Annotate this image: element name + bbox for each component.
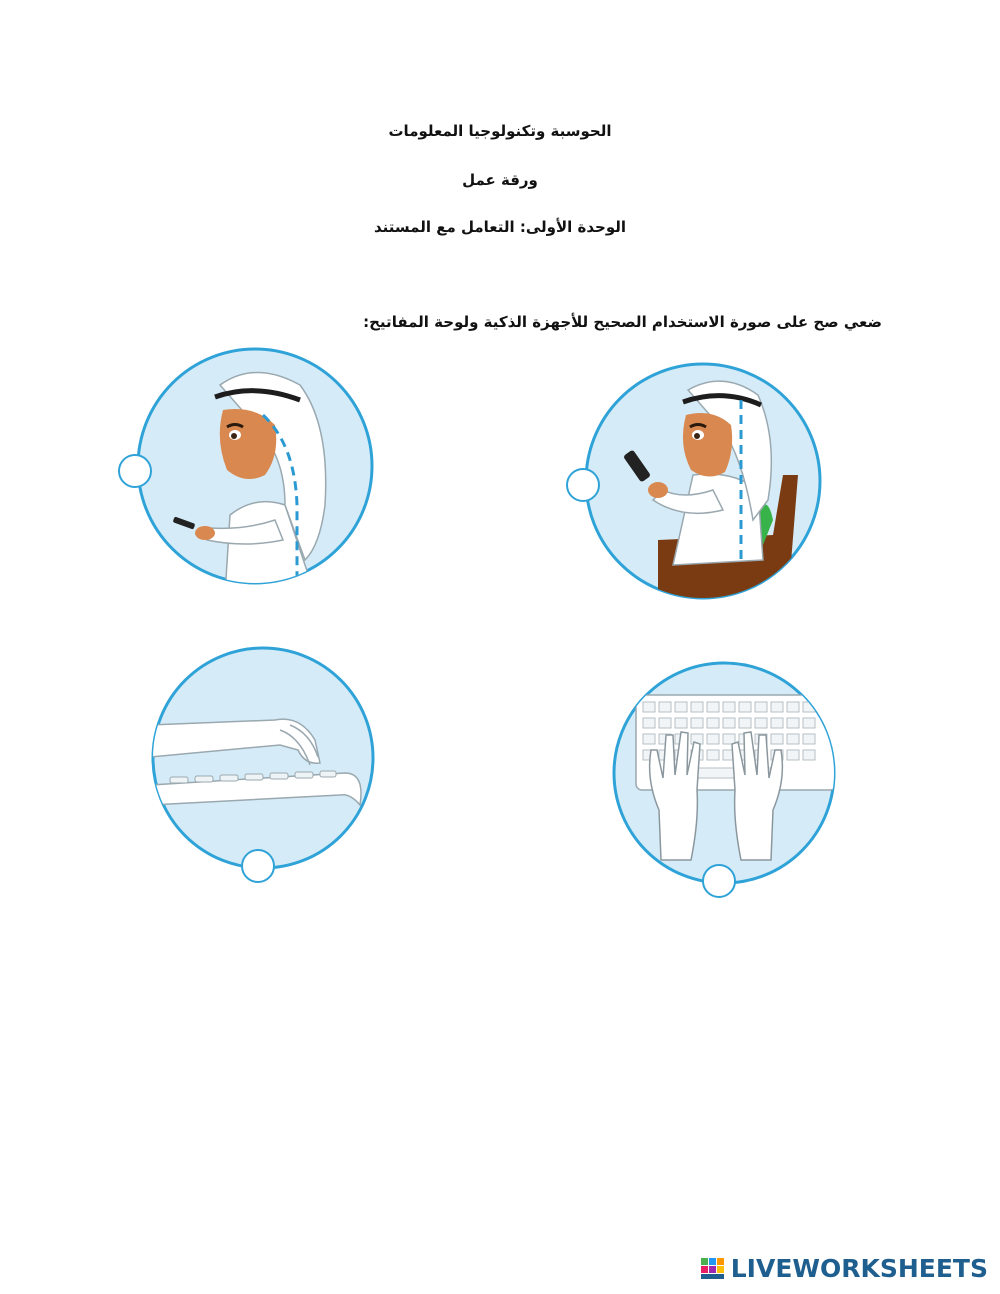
- picture-phone-seated: [583, 360, 823, 602]
- picture-keyboard-side: [150, 645, 376, 871]
- picture-keyboard-top: [611, 660, 837, 886]
- worksheet-label: ورقة عمل: [462, 171, 538, 189]
- logo-wordmark: LIVEWORKSHEETS: [730, 1253, 988, 1283]
- logo-blocks-icon: [701, 1256, 725, 1280]
- subject-title: الحوسبة وتكنولوجيا المعلومات: [388, 122, 612, 140]
- unit-title: الوحدة الأولى: التعامل مع المستند: [373, 218, 627, 236]
- answer-circle-phone-seated[interactable]: [566, 468, 600, 502]
- instruction-text: ضعي صح على صورة الاستخدام الصحيح للأجهزة الذكية ولوحة المفاتيح:: [363, 313, 882, 331]
- answer-circle-phone-standing[interactable]: [118, 454, 152, 488]
- picture-phone-standing: [135, 345, 375, 587]
- answer-circle-keyboard-top[interactable]: [702, 864, 736, 898]
- answer-circle-keyboard-side[interactable]: [241, 849, 275, 883]
- liveworksheets-logo: [701, 1254, 988, 1282]
